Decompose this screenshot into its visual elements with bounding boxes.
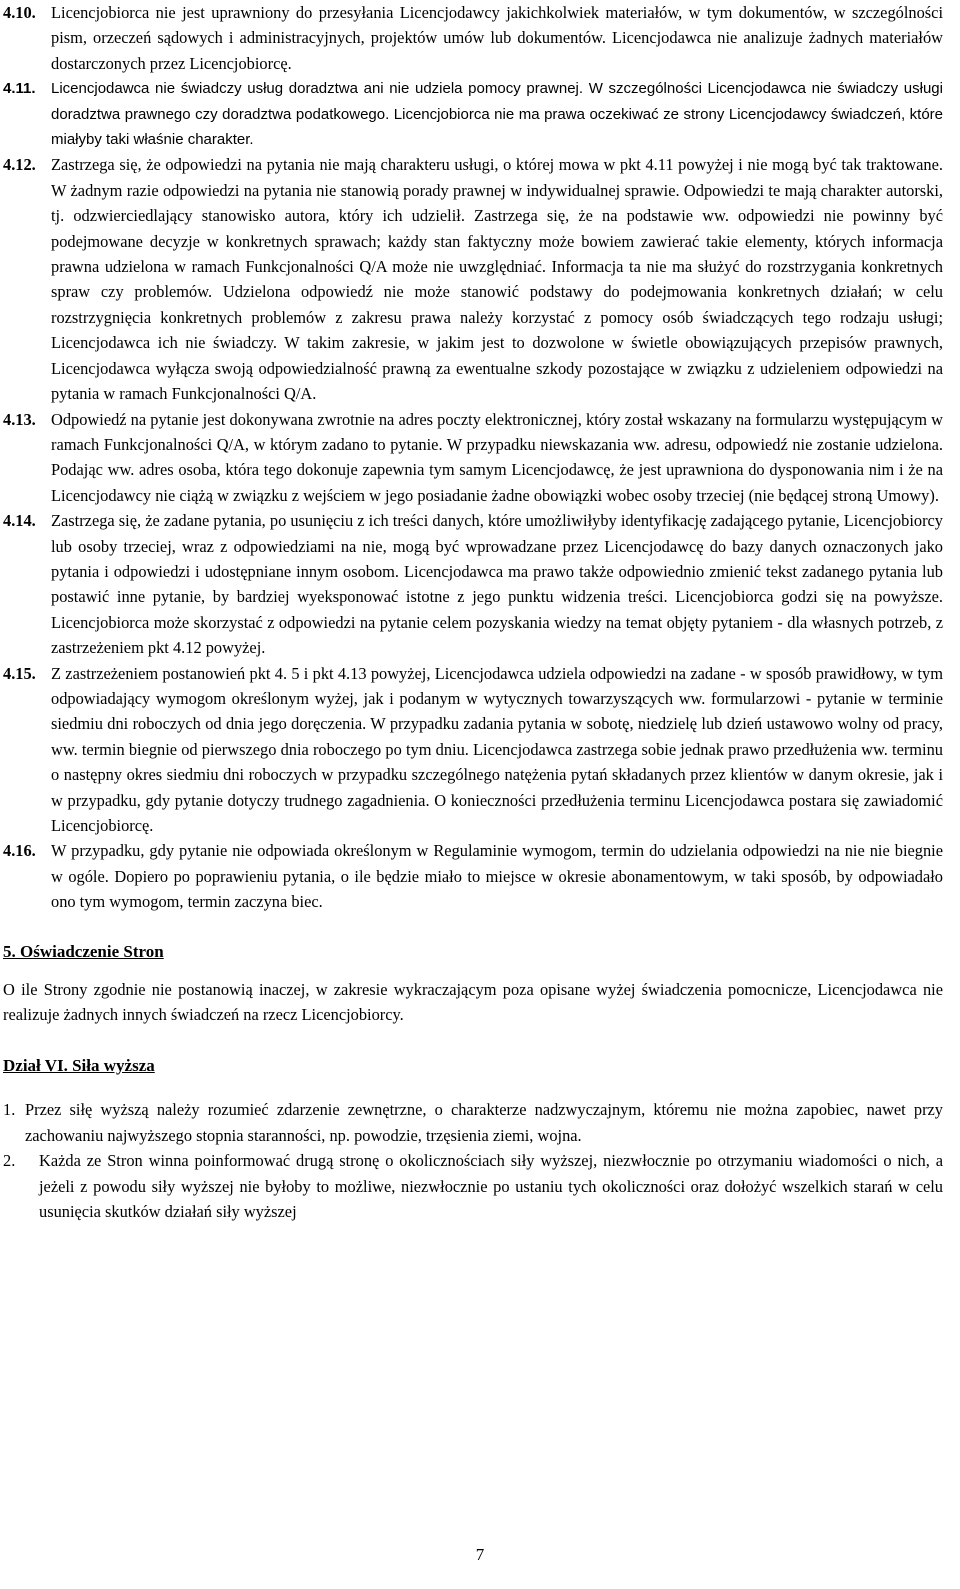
clause-number: 4.12. (3, 155, 36, 175)
section-5-text: O ile Strony zgodnie nie postanowią inaczej, w zakresie wykraczającym poza opisane wyżej świadczenia pomocnicze, Licencjodawca nie realizuje żadnych innych świadczeń na rzecz Licencjobiorcy. (3, 979, 943, 1025)
clause-number: 4.11. (3, 80, 36, 98)
clause-4-15 (3, 661, 943, 839)
clause-4-11 (3, 76, 943, 152)
clause-number: 4.14. (3, 511, 36, 531)
list-text: Każda ze Stron winna poinformować drugą stronę o okolicznościach siły wyższej, niezwłocznie po otrzymaniu wiadomości o nich, a jeżeli z powodu siły wyższej nie byłoby to możliwe, niezwłocznie po ustaniu tych okoliczności oraz dołożyć wszelkich starań w celu usunięcia skutków działań siły wyższej (39, 1151, 943, 1222)
clause-text: Odpowiedź na pytanie jest dokonywana zwrotnie na adres poczty elektronicznej, który został wskazany na formularzu występującym w ramach Funkcjonalności Q/A, w którym zadano to pytanie. W przypadku niewskazania ww. adresu, odpowiedź nie zostanie udzielona. Podając ww. adres osoba, która tego dokonuje zapewnia tym samym Licencjodawcę, że jest uprawniona do dysponowania nim i że na Licencjodawcy nie ciążą w związku z wejściem w jego posiadanie żadne obowiązki wobec osoby trzeciej (nie będącej stroną Umowy). (51, 409, 943, 505)
clause-4-13 (3, 407, 943, 509)
force-majeure-item-2 (3, 1148, 943, 1224)
clause-text: Zastrzega się, że odpowiedzi na pytania nie mają charakteru usługi, o której mowa w pkt 4.11 powyżej i nie mogą być tak traktowane. W żadnym razie odpowiedzi na pytania nie stanowią porady prawnej w indywidualnej sprawie. Odpowiedzi te mają charakter autorski, tj. odzwierciedlający stanowisko autora, który ich udzielił. Zastrzega się, że na podstawie ww. odpowiedzi nie powinny być podejmowane decyzje w konkretnych sprawach; każdy stan faktyczny może bowiem zawierać takie elementy, których informacja prawna udzielona w ramach Funkcjonalności Q/A może nie uwzględniać. Informacja ta nie ma służyć do rozstrzygania konkretnych spraw czy problemów. Udzielona odpowiedź nie może stanowić podstawy do podejmowania konkretnych działań; w celu rozstrzygnięcia konkretnych problemów z zakresu prawa należy korzystać z pomocy osób świadczących tego rodzaju usługi; Licencjodawca ich nie świadczy. W takim zakresie, w jakim jest to dozwolone w świetle obowiązujących przepisów prawnych, Licencjodawca wyłącza swoją odpowiedzialność prawną za ewentualne szkody pozostające w związku z udzieleniem odpowiedzi na pytania w ramach Funkcjonalności Q/A. (51, 155, 943, 404)
clause-number: 4.15. (3, 663, 36, 683)
clause-4-12 (3, 152, 943, 406)
clause-text: Licencjodawca nie świadczy usług doradztwa ani nie udziela pomocy prawnej. W szczególności Licencjodawca nie świadczy usługi doradztwa prawnego czy doradztwa podatkowego. Licencjobiorca nie ma prawa oczekiwać ze strony Licencjodawcy świadczeń, które miałyby taki właśnie charakter. (51, 80, 943, 149)
clause-text: Z zastrzeżeniem postanowień pkt 4. 5 i pkt 4.13 powyżej, Licencjodawca udziela odpowiedzi na zadane - w sposób prawidłowy, w tym odpowiadający wymogom określonym wyżej, jak i podanym w wytycznych towarzyszących ww. formularzowi - pytanie w terminie siedmiu dni roboczych od dnia jego doręczenia. W przypadku zadania pytania w sobotę, niedzielę lub dzień ustawowo wolny od pracy, ww. termin biegnie od pierwszego dnia roboczego po tym dniu. Licencjodawca zastrzega sobie jednak prawo przedłużenia ww. terminu o następny okres siedmiu dni roboczych w przypadku szczególnego natężenia pytań składanych przez klientów w danym okresie, jak i w przypadku, gdy pytanie dotyczy trudnego zagadnienia. O konieczności przedłużenia terminu Licencjodawca postara się zawiadomić Licencjobiorcę. (51, 663, 943, 835)
clause-text: Licencjobiorca nie jest uprawniony do przesyłania Licencjodawcy jakichkolwiek materiałów, w tym dokumentów, w szczególności pism, orzeczeń sądowych i administracyjnych, projektów umów lub dokumentów. Licencjodawca nie analizuje żadnych materiałów dostarczonych przez Licencjobiorcę. (51, 3, 943, 73)
division-6-heading: Dział VI. Siła wyższa (3, 1056, 155, 1076)
list-number: 1. (3, 1100, 16, 1120)
clause-text: Zastrzega się, że zadane pytania, po usunięciu z ich treści danych, które umożliwiłyby identyfikację zadającego pytanie, Licencjobiorcy lub osoby trzeciej, wraz z odpowiedziami na nie, mogą być wprowadzane przez Licencjodawcę do bazy danych oznaczonych jako pytania i odpowiedzi i udostępniane innym osobom. Licencjodawca ma prawo także odpowiednio zmienić tekst zadanego pytania lub postawić inne pytanie, by bardziej wyeksponować istotne z jego punktu widzenia treści. Licencjobiorca godzi się na powyższe. Licencjobiorca może skorzystać z odpowiedzi na pytanie celem pozyskania wiedzy na temat objęty pytaniem - dla własnych potrzeb, z zastrzeżeniem pkt 4.12 powyżej. (51, 511, 944, 658)
clause-number: 4.13. (3, 409, 36, 429)
force-majeure-item-1 (3, 1097, 943, 1148)
clause-number: 4.16. (3, 841, 36, 861)
clause-text: W przypadku, gdy pytanie nie odpowiada określonym w Regulaminie wymogom, termin do udzielania odpowiedzi na nie nie biegnie w ogóle. Dopiero po poprawieniu pytania, o ile będzie miało to miejsce w okresie abonamentowym, w taki sposób, by odpowiadało ono tym wymogom, termin zaczyna biec. (51, 841, 943, 912)
section-5-heading: 5. Oświadczenie Stron (3, 941, 164, 961)
list-number: 2. (3, 1151, 16, 1171)
clause-4-14 (3, 508, 943, 660)
list-text: Przez siłę wyższą należy rozumieć zdarzenie zewnętrzne, o charakterze nadzwyczajnym, któremu nie można zapobiec, nawet przy zachowaniu najwyższego stopnia staranności, np. powodzie, trzęsienia ziemi, wojna. (25, 1100, 943, 1145)
clause-number: 4.10. (3, 3, 36, 22)
page-number: 7 (475, 1545, 485, 1564)
clause-4-10 (3, 0, 943, 76)
clause-4-16 (3, 838, 943, 914)
